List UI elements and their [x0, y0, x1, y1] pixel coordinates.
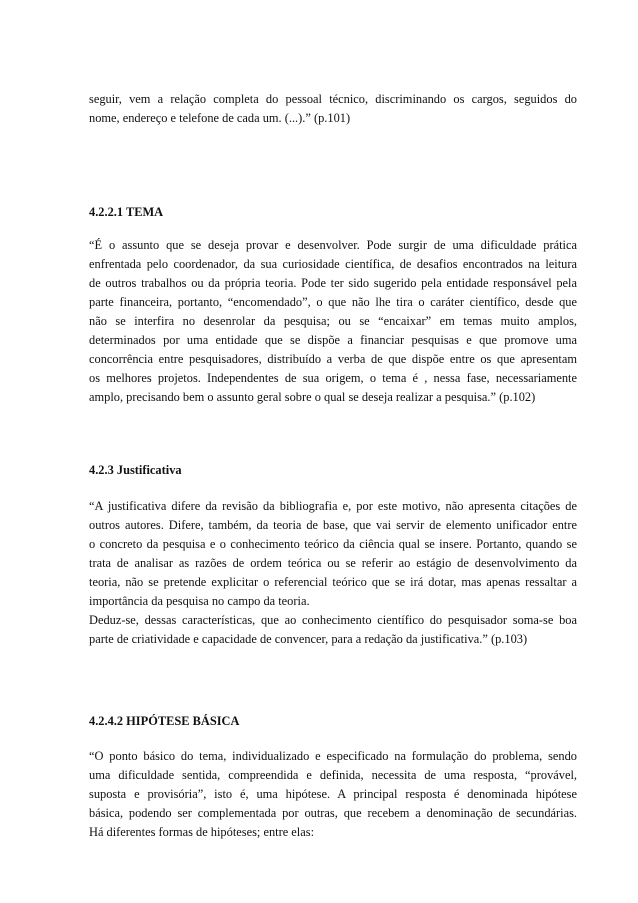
text-line: os melhores projetos. Independentes de sua origem, o tema é , nessa fase, necessariamente	[89, 371, 577, 385]
tema-paragraph	[89, 236, 577, 407]
section-heading: 4.2.3 Justificativa	[89, 463, 182, 477]
text-line: “A justificativa difere da revisão da bibliografia e, por este motivo, não apresenta citações de	[89, 499, 577, 513]
text-line: parte financeira, portanto, “encomendado”, o que não lhe tira o caráter científico, desde que	[89, 295, 577, 309]
text-line: importância da pesquisa no campo da teoria.	[89, 594, 310, 608]
text-line: de outros trabalhos ou da própria teoria. Pode ter sido sugerido pela entidade responsável pela	[89, 276, 577, 290]
text-line: não se interfira no desenrolar da pesquisa; ou se “encaixar” em temas muito amplos,	[89, 314, 577, 328]
text-line: seguir, vem a relação completa do pessoal técnico, discriminando os cargos, seguidos do	[89, 92, 577, 106]
text-line: outros autores. Difere, também, da teoria de base, que vai servir de elemento unificador entre	[89, 518, 577, 532]
intro-paragraph	[89, 90, 577, 128]
hipotese-paragraph	[89, 747, 577, 842]
text-line: parte de criatividade e capacidade de convencer, para a redação da justificativa.” (p.103)	[89, 632, 528, 646]
text-line: uma dificuldade sentida, compreendida e definida, necessita de uma resposta, “provável,	[89, 768, 577, 782]
text-line: Deduz-se, dessas características, que ao conhecimento científico do pesquisador soma-se boa	[89, 613, 577, 627]
text-line: nome, endereço e telefone de cada um. (...).” (p.101)	[89, 111, 351, 125]
text-line: Há diferentes formas de hipóteses; entre elas:	[89, 825, 315, 839]
text-line: determinados por uma entidade que se dispõe a financiar pesquisas e que promove uma	[89, 333, 577, 347]
section-tema	[89, 203, 577, 222]
section-heading: 4.2.4.2 HIPÓTESE BÁSICA	[89, 714, 240, 728]
paragraph-text	[89, 90, 577, 128]
text-line: o concreto da pesquisa e o conhecimento teórico da ciência qual se insere. Portanto, quando se	[89, 537, 577, 551]
text-line: trata de analisar as razões de ordem teórica ou se referir ao estágio de desenvolvimento da	[89, 556, 577, 570]
text-line: básica, podendo ser complementada por outras, que recebem a denominação de secundárias.	[89, 806, 577, 820]
text-line: concorrência entre pesquisadores, distribuído a verba de que dispõe entre os que apresentam	[89, 352, 577, 366]
text-line: “O ponto básico do tema, individualizado e especificado na formulação do problema, sendo	[89, 749, 577, 763]
section-heading: 4.2.2.1 TEMA	[89, 205, 164, 219]
text-line: enfrentada pelo coordenador, da sua curiosidade científica, de desafios encontrados na leitura	[89, 257, 577, 271]
section-justificativa	[89, 461, 577, 480]
section-hipotese	[89, 712, 577, 731]
paragraph-text	[89, 611, 577, 649]
text-line: “É o assunto que se deseja provar e desenvolver. Pode surgir de uma dificuldade prática	[89, 238, 577, 252]
justificativa-paragraph	[89, 497, 577, 649]
paragraph-text	[89, 236, 577, 407]
text-line: amplo, precisando bem o assunto geral sobre o qual se deseja realizar a pesquisa.” (p.102)	[89, 390, 536, 404]
paragraph-text	[89, 497, 577, 611]
paragraph-text	[89, 747, 577, 842]
text-line: teoria, não se pretende explicitar o referencial teórico que se irá dotar, mas apenas ressaltar a	[89, 575, 577, 589]
text-line: suposta e provisória”, isto é, uma hipótese. A principal resposta é denominada hipótese	[89, 787, 577, 801]
